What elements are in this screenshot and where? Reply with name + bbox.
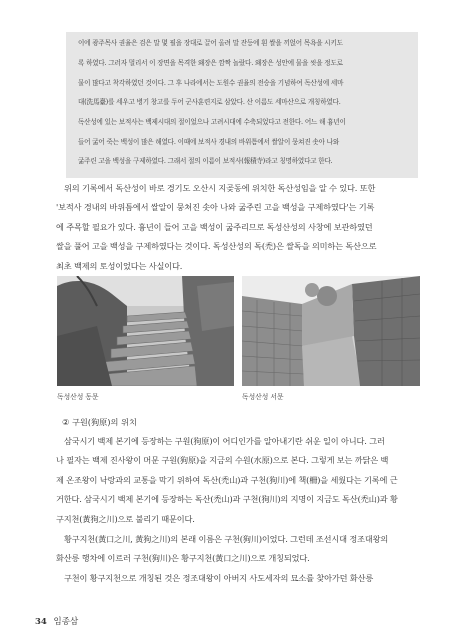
section-line-7: 화산릉 행차에 이르러 구천(狗川)은 황구지천(黃口之川)으로 개칭되었다. — [56, 553, 310, 563]
section-line-3: 제 온조왕이 낙랑과의 교통을 막기 위하여 독산(禿山)과 구천(狗川)에 책(柵)을 세웠다는 기록에 근 — [56, 475, 398, 485]
section-line-1: 삼국시기 백제 본기에 등장하는 구원(狗原)이 어디인가를 알아내기란 쉬운 일이 아니다. 그러 — [64, 436, 385, 446]
quote-line-3: 물이 많다고 착각하였던 것이다. 그 후 나라에서는 도원수 권율의 전승을 기념하여 독산성에 세마 — [78, 79, 344, 87]
body-paragraph-line-4: 쌀을 풀어 고을 백성을 구제하였다는 것이다. 독성산성의 독(禿)은 쌀독을 의미하는 독산으로 — [56, 241, 377, 251]
body-paragraph-line-3: 에 주목할 필요가 있다. 흉년이 들어 고을 백성이 굶주리므로 독성산성의 사창에 보관하였던 — [56, 222, 373, 232]
east-gate-photo — [57, 276, 234, 386]
west-gate-caption: 독성산성 서문 — [242, 393, 284, 401]
page-number: 34 — [35, 617, 47, 627]
page-footer — [35, 615, 78, 627]
quote-line-7: 굶주린 고을 백성을 구제하였다. 그래서 절의 이름이 보적사(報積寺)라고 칭명하였다고 한다. — [78, 157, 333, 165]
quote-line-6: 들어 굶어 죽는 백성이 많은 해였다. 이때에 보적사 경내의 바위틈에서 쌀알이 뭉쳐진 솟아 나와 — [78, 138, 339, 146]
body-paragraph-line-1: 위의 기록에서 독산성이 바로 경기도 오산시 지곶동에 위치한 독산성임을 알 수 있다. 또한 — [64, 183, 376, 193]
quote-line-1: 이에 광주목사 권율은 검은 말 몇 필을 장대로 끌어 올려 말 잔등에 흰 쌀을 끼얹어 목욕을 시키도 — [78, 39, 343, 47]
quote-line-5: 독산성에 있는 보적사는 백제시대의 절이었으나 고려시대에 수축되었다고 전한다. 어느 해 흉년이 — [78, 118, 346, 126]
west-gate-photo — [242, 276, 420, 386]
section-heading: ② 구원(狗原)의 위치 — [62, 417, 137, 427]
section-line-5: 구지천(黃狗之川)으로 불리기 때문이다. — [56, 514, 195, 524]
quote-line-4: 대(洗馬臺)를 세우고 병기 창고를 두어 군사훈련지로 삼았다. 산 이름도 세마산으로 개칭하였다. — [78, 98, 341, 106]
quote-line-2: 록 하였다. 그러자 멀리서 이 장면을 목격한 왜장은 깜짝 놀랐다. 왜장은 성안에 물을 씻을 정도로 — [78, 59, 343, 67]
east-gate-caption: 독성산성 동문 — [57, 393, 99, 401]
section-line-6: 황구지천(黃口之川, 黃狗之川)의 본래 이름은 구천(狗川)이었다. 그런데 조선시대 정조대왕의 — [64, 534, 389, 544]
section-line-4: 거한다. 삼국시기 백제 본기에 등장하는 독산(禿山)과 구천(狗川)의 지명이 지금도 독산(禿山)과 황 — [56, 494, 398, 504]
running-title: 임종삼 — [53, 617, 79, 627]
section-line-8: 구천이 황구지천으로 개칭된 것은 정조대왕이 아버지 사도세자의 묘소를 찾아가던 화산릉 — [64, 573, 374, 583]
body-paragraph-line-5: 최초 백제의 토성이었다는 사실이다. — [56, 261, 183, 271]
section-line-2: 나 필자는 백제 진사왕이 머문 구원(狗原)을 지금의 수원(水原)으로 본다. 그렇게 보는 까닭은 백 — [56, 455, 389, 465]
body-paragraph-line-2: '보적사 경내의 바위틈에서 쌀알이 뭉쳐진 솟아 나와 굶주린 고을 백성을 구제하였다'는 기록 — [56, 202, 375, 212]
